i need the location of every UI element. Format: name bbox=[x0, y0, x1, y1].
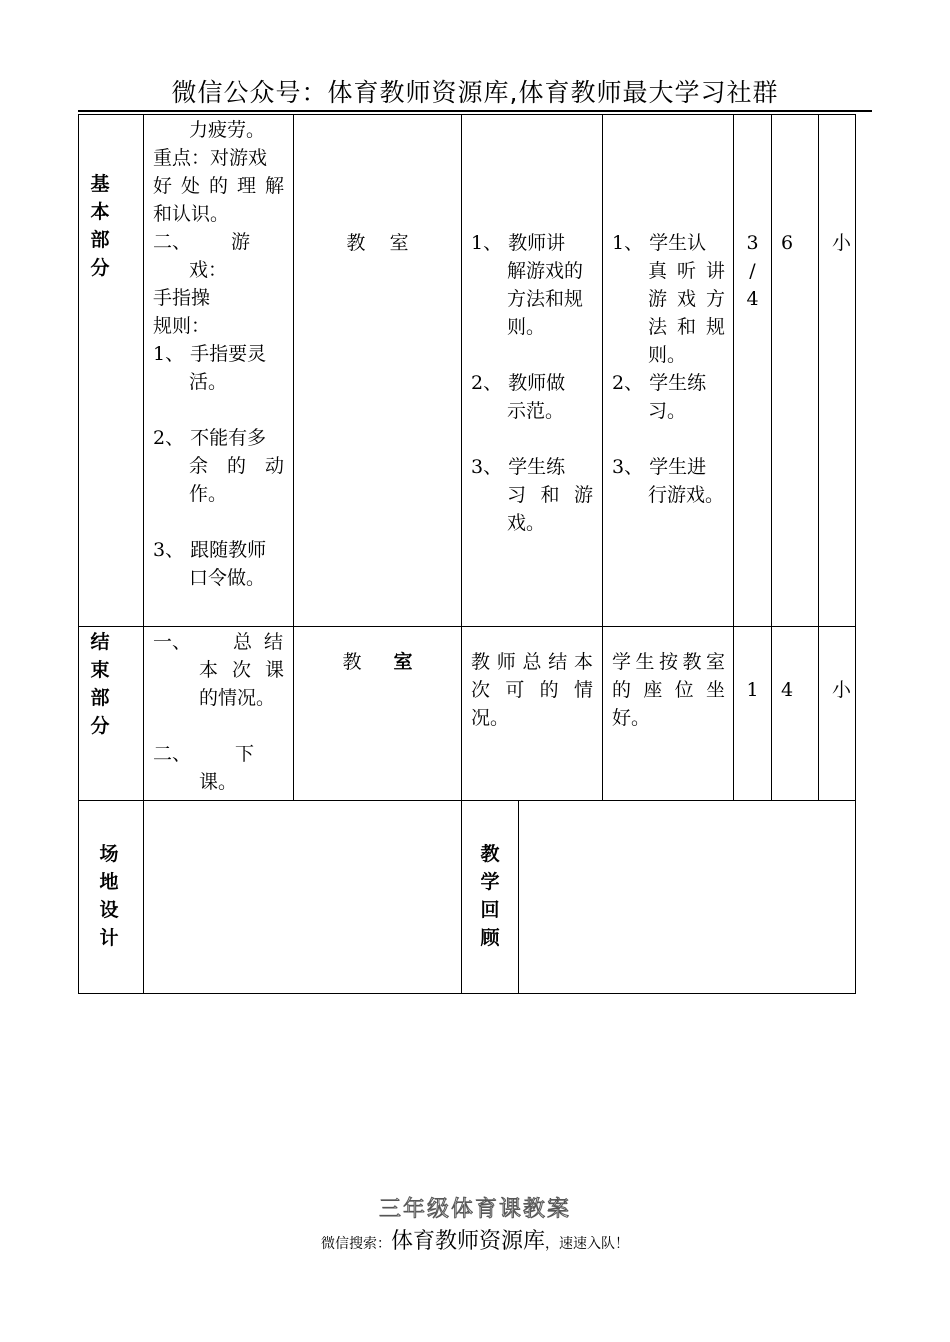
student-step-cont: 行游戏。 bbox=[648, 484, 725, 506]
teacher-step-cont: 方法和规 bbox=[507, 288, 584, 310]
closing-minutes: 4 bbox=[780, 679, 794, 701]
content-line: 和认识。 bbox=[153, 203, 230, 225]
basic-location: 教 室 bbox=[346, 232, 409, 254]
student-summary: 学生按教室 bbox=[612, 651, 725, 673]
closing-item-cont: 本次课 bbox=[199, 659, 284, 681]
footer-search bbox=[0, 1224, 950, 1255]
label-char: 计 bbox=[99, 927, 119, 949]
teacher-step-cont: 则。 bbox=[507, 316, 546, 338]
basic-intensity: 小 bbox=[831, 232, 851, 254]
table-border bbox=[78, 993, 856, 994]
rule-item-cont: 余的动 bbox=[189, 455, 284, 477]
closing-item-cont: 课。 bbox=[199, 771, 238, 793]
closing-section-label bbox=[80, 628, 120, 740]
teacher-summary: 次可的情 bbox=[471, 679, 593, 701]
column-divider bbox=[518, 800, 519, 994]
label-char: 束 bbox=[90, 659, 110, 681]
student-summary: 的座位坐 bbox=[612, 679, 725, 701]
column-divider bbox=[143, 114, 144, 994]
teacher-step: 3、 学生练 bbox=[471, 456, 566, 478]
game-heading: 二、 游 bbox=[153, 231, 251, 253]
table-border bbox=[855, 114, 856, 994]
rule-item: 3、 跟随教师 bbox=[153, 539, 267, 561]
label-char: 地 bbox=[99, 871, 119, 893]
content-line: 好处的理解 bbox=[153, 175, 284, 197]
closing-teacher-activity bbox=[471, 648, 593, 732]
table-border bbox=[78, 114, 856, 115]
teacher-step-cont: 习和游 bbox=[507, 484, 593, 506]
closing-times: 1 bbox=[746, 679, 759, 701]
row-divider bbox=[78, 800, 856, 801]
footer-search-name: 体育教师资源库 bbox=[390, 1229, 545, 1254]
rule-item-cont: 活。 bbox=[189, 371, 228, 393]
closing-student-activity bbox=[612, 648, 725, 732]
student-step: 2、 学生练 bbox=[612, 372, 707, 394]
basic-times bbox=[734, 229, 771, 313]
rule-item-cont: 作。 bbox=[189, 483, 228, 505]
student-step: 3、 学生进 bbox=[612, 456, 707, 478]
rule-item: 1、 手指要灵 bbox=[153, 343, 267, 365]
label-char: 分 bbox=[90, 257, 110, 279]
column-divider bbox=[293, 114, 294, 800]
teacher-step-cont: 戏。 bbox=[507, 512, 546, 534]
basic-student-activity bbox=[612, 229, 725, 509]
student-step-cont: 真听讲 bbox=[648, 260, 725, 282]
basic-content bbox=[153, 116, 284, 592]
footer-search-suffix: ，速速入队！ bbox=[545, 1236, 629, 1252]
closing-item-cont: 的情况。 bbox=[199, 687, 276, 709]
times-value: 3 bbox=[746, 232, 759, 254]
venue-design-label bbox=[89, 840, 129, 952]
student-step: 1、 学生认 bbox=[612, 232, 707, 254]
student-step-cont: 法和规 bbox=[648, 316, 725, 338]
label-char: 设 bbox=[99, 899, 119, 921]
label-char: 回 bbox=[480, 899, 500, 921]
teacher-step-cont: 解游戏的 bbox=[507, 260, 584, 282]
basic-teacher-activity bbox=[471, 229, 593, 537]
rule-item-cont: 口令做。 bbox=[189, 567, 266, 589]
closing-content bbox=[153, 628, 284, 796]
student-step-cont: 则。 bbox=[648, 344, 687, 366]
closing-intensity: 小 bbox=[831, 679, 851, 701]
column-divider bbox=[602, 114, 603, 800]
label-char: 学 bbox=[480, 871, 500, 893]
label-char: 分 bbox=[90, 715, 110, 737]
times-value: 4 bbox=[746, 288, 759, 310]
game-name: 手指操 bbox=[153, 287, 211, 309]
label-char: 部 bbox=[90, 229, 110, 251]
table-border bbox=[78, 114, 79, 994]
closing-item: 二、 下 bbox=[153, 743, 255, 765]
basic-section-label bbox=[80, 170, 120, 282]
student-summary: 好。 bbox=[612, 707, 651, 729]
times-separator: / bbox=[749, 260, 756, 282]
student-step-cont: 习。 bbox=[648, 400, 687, 422]
rules-label: 规则： bbox=[153, 315, 211, 337]
closing-location: 教 室 bbox=[342, 651, 413, 673]
teaching-review-label bbox=[470, 840, 510, 952]
teacher-summary: 况。 bbox=[471, 707, 510, 729]
content-line: 力疲劳。 bbox=[189, 119, 266, 141]
closing-item: 一、 总结 bbox=[153, 631, 284, 653]
label-char: 顾 bbox=[480, 927, 500, 949]
teacher-step: 1、 教师讲 bbox=[471, 232, 566, 254]
label-char: 场 bbox=[99, 843, 119, 865]
page-header: 微信公众号：体育教师资源库,体育教师最大学习社群 bbox=[171, 78, 779, 107]
student-step-cont: 游戏方 bbox=[648, 288, 725, 310]
game-heading-cont: 戏： bbox=[189, 259, 228, 281]
label-char: 本 bbox=[90, 201, 110, 223]
label-char: 结 bbox=[90, 631, 110, 653]
basic-minutes: 6 bbox=[780, 232, 794, 254]
label-char: 教 bbox=[480, 843, 500, 865]
label-char: 基 bbox=[90, 173, 110, 195]
teacher-summary: 教师总结本 bbox=[471, 651, 593, 673]
label-char: 部 bbox=[90, 687, 110, 709]
footer-search-prefix: 微信搜索： bbox=[320, 1236, 391, 1252]
column-divider bbox=[461, 114, 462, 994]
teacher-step-cont: 示范。 bbox=[507, 400, 565, 422]
content-line: 重点：对游戏 bbox=[153, 147, 268, 169]
rule-item: 2、 不能有多 bbox=[153, 427, 267, 449]
teacher-step: 2、 教师做 bbox=[471, 372, 566, 394]
footer-doc-title: 三年级体育课教案 bbox=[378, 1197, 571, 1222]
row-divider bbox=[78, 626, 856, 627]
